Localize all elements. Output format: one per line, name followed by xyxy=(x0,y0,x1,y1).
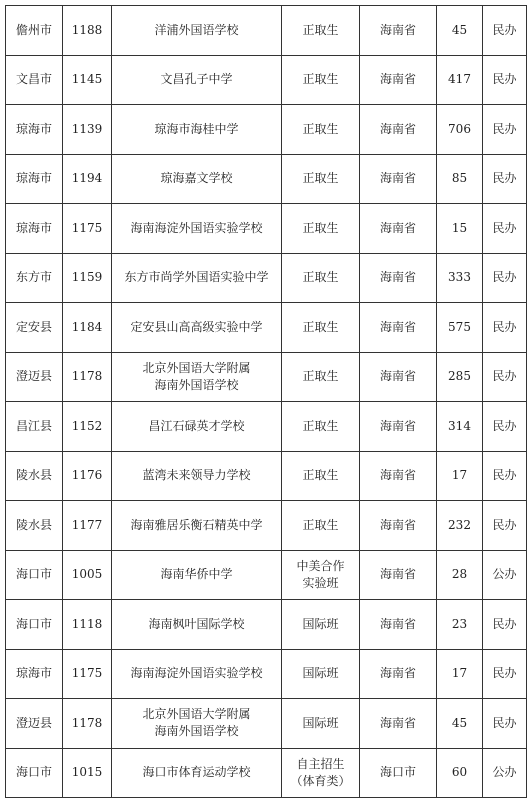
cell-school-code: 1188 xyxy=(63,6,112,56)
cell-school-code: 1118 xyxy=(63,600,112,650)
cell-quota: 314 xyxy=(437,402,483,452)
cell-school-name-line: 海南海淀外国语实验学校 xyxy=(130,220,263,235)
cell-admission-type-line: 实验班 xyxy=(302,575,339,590)
cell-school-name-line: 定安县山高高级实验中学 xyxy=(130,319,263,334)
cell-quota: 333 xyxy=(437,253,483,303)
cell-admission-type-line: 正取生 xyxy=(302,22,339,37)
cell-province: 海南省 xyxy=(360,501,437,551)
cell-school-code: 1015 xyxy=(63,748,112,798)
cell-school-code: 1176 xyxy=(63,451,112,501)
cell-admission-type-line: 正取生 xyxy=(302,369,339,384)
table-row xyxy=(6,501,527,551)
cell-quota: 45 xyxy=(437,699,483,749)
cell-school-name-line: 蓝湾未来领导力学校 xyxy=(142,468,251,483)
cell-city: 琼海市 xyxy=(6,649,63,699)
cell-admission-type-line: （体育类） xyxy=(290,773,351,788)
cell-admission-type xyxy=(282,352,360,402)
cell-city: 昌江县 xyxy=(6,402,63,452)
cell-school-name-line: 海南雅居乐衡石精英中学 xyxy=(130,517,263,532)
cell-city: 文昌市 xyxy=(6,55,63,105)
cell-admission-type-line: 自主招生 xyxy=(296,756,345,771)
cell-city: 陵水县 xyxy=(6,501,63,551)
cell-admission-type xyxy=(282,699,360,749)
cell-school-name xyxy=(112,253,282,303)
cell-admission-type xyxy=(282,501,360,551)
table-row xyxy=(6,204,527,254)
table-row xyxy=(6,303,527,353)
cell-school-nature: 民办 xyxy=(483,105,527,155)
cell-school-nature: 民办 xyxy=(483,154,527,204)
cell-admission-type-line: 正取生 xyxy=(302,171,339,186)
cell-school-name xyxy=(112,451,282,501)
cell-city: 海口市 xyxy=(6,748,63,798)
cell-school-nature: 民办 xyxy=(483,253,527,303)
cell-province: 海南省 xyxy=(360,402,437,452)
cell-school-code: 1159 xyxy=(63,253,112,303)
cell-city: 琼海市 xyxy=(6,105,63,155)
table-row xyxy=(6,352,527,402)
cell-city: 海口市 xyxy=(6,550,63,600)
cell-school-nature: 民办 xyxy=(483,402,527,452)
cell-city: 海口市 xyxy=(6,600,63,650)
cell-province: 海南省 xyxy=(360,154,437,204)
cell-school-name xyxy=(112,105,282,155)
cell-city: 琼海市 xyxy=(6,154,63,204)
cell-quota: 17 xyxy=(437,451,483,501)
cell-city: 儋州市 xyxy=(6,6,63,56)
cell-quota: 706 xyxy=(437,105,483,155)
cell-school-nature: 民办 xyxy=(483,352,527,402)
cell-quota: 17 xyxy=(437,649,483,699)
cell-school-code: 1177 xyxy=(63,501,112,551)
cell-school-code: 1175 xyxy=(63,204,112,254)
cell-admission-type xyxy=(282,748,360,798)
cell-admission-type-line: 正取生 xyxy=(302,270,339,285)
cell-school-name xyxy=(112,501,282,551)
cell-school-code: 1145 xyxy=(63,55,112,105)
table-row xyxy=(6,105,527,155)
cell-school-name-line: 海口市体育运动学校 xyxy=(142,765,251,780)
cell-school-nature: 民办 xyxy=(483,600,527,650)
cell-school-name xyxy=(112,699,282,749)
cell-province: 海南省 xyxy=(360,600,437,650)
cell-school-name-line: 文昌孔子中学 xyxy=(160,72,233,87)
cell-school-name-line: 北京外国语大学附属 xyxy=(142,360,251,375)
cell-admission-type xyxy=(282,55,360,105)
cell-province: 海南省 xyxy=(360,204,437,254)
cell-school-nature: 民办 xyxy=(483,6,527,56)
cell-quota: 575 xyxy=(437,303,483,353)
cell-admission-type xyxy=(282,154,360,204)
cell-quota: 28 xyxy=(437,550,483,600)
cell-province: 海口市 xyxy=(360,748,437,798)
cell-school-name xyxy=(112,154,282,204)
cell-admission-type-line: 正取生 xyxy=(302,72,339,87)
cell-admission-type-line: 国际班 xyxy=(302,666,339,681)
table-row xyxy=(6,6,527,56)
table-row xyxy=(6,699,527,749)
cell-admission-type xyxy=(282,600,360,650)
table-row xyxy=(6,649,527,699)
cell-city: 东方市 xyxy=(6,253,63,303)
cell-school-code: 1005 xyxy=(63,550,112,600)
cell-province: 海南省 xyxy=(360,6,437,56)
cell-school-code: 1175 xyxy=(63,649,112,699)
cell-admission-type-line: 正取生 xyxy=(302,220,339,235)
cell-province: 海南省 xyxy=(360,55,437,105)
table-row xyxy=(6,451,527,501)
cell-school-code: 1178 xyxy=(63,352,112,402)
cell-admission-type xyxy=(282,303,360,353)
table-row xyxy=(6,600,527,650)
cell-city: 澄迈县 xyxy=(6,699,63,749)
cell-province: 海南省 xyxy=(360,699,437,749)
cell-quota: 85 xyxy=(437,154,483,204)
cell-admission-type xyxy=(282,550,360,600)
cell-quota: 45 xyxy=(437,6,483,56)
cell-admission-type-line: 正取生 xyxy=(302,121,339,136)
cell-province: 海南省 xyxy=(360,303,437,353)
cell-school-name-line: 琼海嘉文学校 xyxy=(160,171,233,186)
cell-quota: 232 xyxy=(437,501,483,551)
cell-school-name-line: 海南外国语学校 xyxy=(154,724,239,739)
cell-province: 海南省 xyxy=(360,105,437,155)
cell-school-code: 1152 xyxy=(63,402,112,452)
cell-admission-type-line: 国际班 xyxy=(302,616,339,631)
cell-school-nature: 民办 xyxy=(483,649,527,699)
cell-school-nature: 民办 xyxy=(483,501,527,551)
cell-quota: 60 xyxy=(437,748,483,798)
cell-quota: 23 xyxy=(437,600,483,650)
cell-school-name-line: 琼海市海桂中学 xyxy=(154,121,239,136)
cell-school-nature: 公办 xyxy=(483,748,527,798)
cell-admission-type-line: 国际班 xyxy=(302,715,339,730)
cell-city: 琼海市 xyxy=(6,204,63,254)
cell-quota: 417 xyxy=(437,55,483,105)
table-row xyxy=(6,402,527,452)
table-row xyxy=(6,748,527,798)
cell-school-code: 1194 xyxy=(63,154,112,204)
cell-school-nature: 公办 xyxy=(483,550,527,600)
cell-province: 海南省 xyxy=(360,352,437,402)
cell-school-name-line: 洋浦外国语学校 xyxy=(154,22,239,37)
cell-school-name xyxy=(112,204,282,254)
cell-school-nature: 民办 xyxy=(483,204,527,254)
table-row xyxy=(6,253,527,303)
cell-school-nature: 民办 xyxy=(483,303,527,353)
cell-school-name xyxy=(112,55,282,105)
cell-admission-type xyxy=(282,105,360,155)
cell-city: 定安县 xyxy=(6,303,63,353)
cell-city: 陵水县 xyxy=(6,451,63,501)
cell-school-nature: 民办 xyxy=(483,699,527,749)
table-body xyxy=(6,6,527,798)
cell-admission-type xyxy=(282,451,360,501)
cell-school-name-line: 海南外国语学校 xyxy=(154,377,239,392)
cell-province: 海南省 xyxy=(360,253,437,303)
cell-school-name xyxy=(112,600,282,650)
cell-school-code: 1178 xyxy=(63,699,112,749)
cell-admission-type-line: 正取生 xyxy=(302,319,339,334)
table-row xyxy=(6,55,527,105)
cell-school-name xyxy=(112,649,282,699)
cell-quota: 285 xyxy=(437,352,483,402)
cell-admission-type-line: 正取生 xyxy=(302,418,339,433)
cell-admission-type xyxy=(282,204,360,254)
cell-admission-type xyxy=(282,6,360,56)
cell-school-code: 1184 xyxy=(63,303,112,353)
cell-school-name-line: 海南海淀外国语实验学校 xyxy=(130,666,263,681)
cell-school-name-line: 海南华侨中学 xyxy=(160,567,233,582)
cell-school-name xyxy=(112,550,282,600)
cell-city: 澄迈县 xyxy=(6,352,63,402)
cell-province: 海南省 xyxy=(360,649,437,699)
cell-school-name xyxy=(112,748,282,798)
cell-school-code: 1139 xyxy=(63,105,112,155)
cell-quota: 15 xyxy=(437,204,483,254)
cell-admission-type-line: 正取生 xyxy=(302,468,339,483)
cell-admission-type xyxy=(282,649,360,699)
cell-admission-type xyxy=(282,402,360,452)
cell-admission-type-line: 正取生 xyxy=(302,517,339,532)
cell-school-name-line: 东方市尚学外国语实验中学 xyxy=(124,270,269,285)
cell-school-name xyxy=(112,6,282,56)
table-row xyxy=(6,154,527,204)
cell-admission-type-line: 中美合作 xyxy=(296,558,345,573)
cell-school-name xyxy=(112,352,282,402)
cell-school-nature: 民办 xyxy=(483,55,527,105)
cell-school-name-line: 海南枫叶国际学校 xyxy=(148,616,245,631)
cell-school-name-line: 北京外国语大学附属 xyxy=(142,707,251,722)
cell-school-nature: 民办 xyxy=(483,451,527,501)
cell-province: 海南省 xyxy=(360,550,437,600)
admissions-table xyxy=(5,5,527,798)
cell-school-name-line: 昌江石碌英才学校 xyxy=(148,418,245,433)
cell-province: 海南省 xyxy=(360,451,437,501)
cell-admission-type xyxy=(282,253,360,303)
cell-school-name xyxy=(112,402,282,452)
cell-school-name xyxy=(112,303,282,353)
table-row xyxy=(6,550,527,600)
